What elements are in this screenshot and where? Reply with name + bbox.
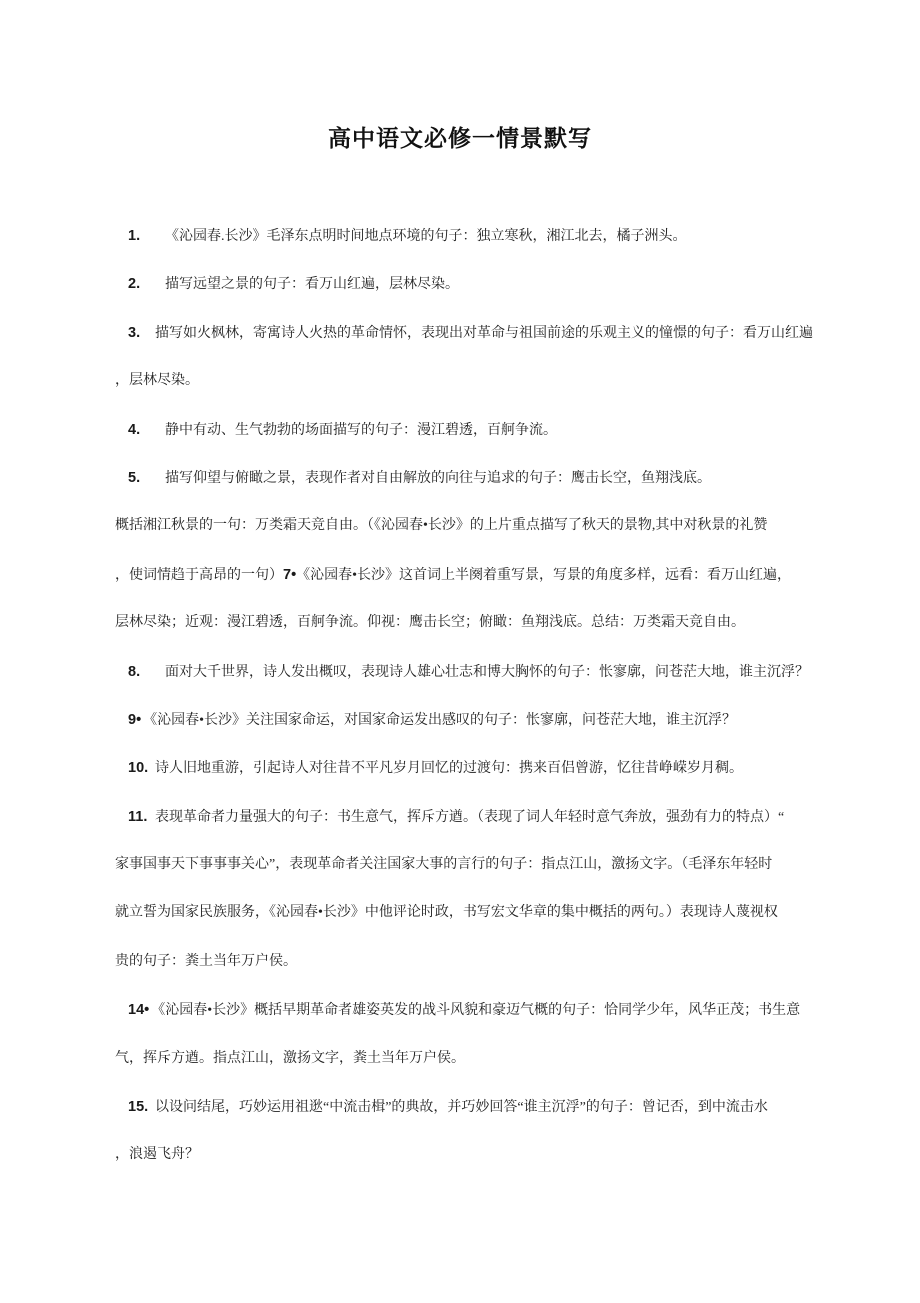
item-text: ，使词情趋于高昂的一句） bbox=[115, 567, 283, 583]
item-text: 诗人旧地重游，引起诗人对往昔不平凡岁月回忆的过渡句：携来百侣曾游，忆往昔峥嵘岁月稠。 bbox=[155, 761, 743, 777]
item-number: 4. bbox=[128, 421, 141, 438]
text-line bbox=[115, 309, 813, 357]
item-number: 3. bbox=[128, 324, 141, 341]
item-number: 2. bbox=[128, 276, 141, 293]
text-line: 概括湘江秋景的一句：万类霜天竞自由。（《沁园春•长沙》的上片重点描写了秋天的景物,其中对秋景的礼赞 bbox=[115, 518, 768, 534]
item-number: 14• bbox=[128, 1002, 150, 1019]
item-text: 《沁园春•长沙》这首词上半阕着重写景，写景的角度多样，远看：看万山红遍， bbox=[296, 567, 792, 583]
item-number: 1. bbox=[128, 228, 141, 244]
item-text: 描写远望之景的句子：看万山红遍，层林尽染。 bbox=[165, 277, 459, 293]
text-line bbox=[115, 260, 809, 308]
text-line bbox=[115, 744, 809, 792]
text-line: 气，挥斥方遒。指点江山，激扬文字，粪土当年万户侯。 bbox=[115, 1050, 465, 1066]
text-line bbox=[115, 1083, 809, 1131]
text-line bbox=[115, 793, 809, 841]
item-number: 5. bbox=[128, 469, 141, 486]
text-line: 贵的句子：粪土当年万户侯。 bbox=[115, 953, 297, 969]
item-9 bbox=[115, 696, 809, 744]
item-text: 静中有动、生气勃勃的场面描写的句子：漫江碧透，百舸争流。 bbox=[165, 422, 557, 438]
item-text: 表现革命者力量强大的句子：书生意气，挥斥方遒。（表现了词人年轻时意气奔放，强劲有力的特点）“ bbox=[155, 809, 785, 825]
item-11 bbox=[115, 793, 809, 987]
text-line bbox=[115, 648, 809, 696]
item-text: 描写如火枫林，寄寓诗人火热的革命情怀，表现出对革命与祖国前途的乐观主义的憧憬的句子：看万山红遍 bbox=[155, 325, 813, 341]
item-number: 11. bbox=[128, 808, 148, 825]
inline-item-number: 7• bbox=[283, 566, 297, 583]
text-line: 就立誓为国家民族服务，《沁园春•长沙》中他评论时政，书写宏文华章的集中概括的两句。）表现诗人蔑视权 bbox=[115, 905, 778, 921]
item-5 bbox=[115, 454, 809, 502]
item-3 bbox=[115, 309, 813, 406]
item-6-7-summary bbox=[115, 502, 809, 647]
text-line: ，层林尽染。 bbox=[115, 373, 199, 389]
text-line bbox=[115, 454, 809, 502]
text-line bbox=[115, 212, 809, 260]
item-15 bbox=[115, 1083, 809, 1180]
item-number: 9• bbox=[128, 711, 142, 728]
item-4 bbox=[115, 406, 809, 454]
item-text: 《沁园春•长沙》关注国家命运，对国家命运发出感叹的句子：怅寥廓，问苍茫大地，谁主沉浮？ bbox=[143, 712, 737, 728]
item-10 bbox=[115, 744, 809, 792]
item-number: 10. bbox=[128, 760, 149, 777]
item-text: 以设问结尾，巧妙运用祖逖“中流击楫”的典故，并巧妙回答“谁主沉浮”的句子：曾记否，到中流击水 bbox=[155, 1100, 768, 1116]
item-text: 描写仰望与俯瞰之景，表现作者对自由解放的向往与追求的句子：鹰击长空，鱼翔浅底。 bbox=[165, 470, 711, 486]
text-line bbox=[115, 406, 809, 454]
text-line bbox=[115, 551, 809, 599]
document-title: 高中语文必修一情景默写 bbox=[328, 125, 592, 151]
document-body bbox=[115, 212, 813, 1180]
item-1 bbox=[115, 212, 809, 260]
text-line bbox=[115, 986, 809, 1034]
text-line: 家事国事天下事事事关心”，表现革命者关注国家大事的言行的句子：指点江山，激扬文字。（毛泽东年轻时 bbox=[115, 857, 773, 873]
item-text: 《沁园春.长沙》毛泽东点明时间地点环境的句子：独立寒秋，湘江北去，橘子洲头。 bbox=[165, 229, 687, 244]
text-line bbox=[115, 696, 809, 744]
text-line: 层林尽染；近观：漫江碧透，百舸争流。仰视：鹰击长空；俯瞰：鱼翔浅底。总结：万类霜天竞自由。 bbox=[115, 615, 745, 631]
text-line: ，浪遏飞舟？ bbox=[115, 1147, 199, 1163]
item-text: 面对大千世界，诗人发出概叹，表现诗人雄心壮志和博大胸怀的句子：怅寥廓，问苍茫大地，谁主沉浮？ bbox=[165, 664, 809, 680]
item-number: 8. bbox=[128, 663, 141, 680]
item-2 bbox=[115, 260, 809, 308]
item-number: 15. bbox=[128, 1099, 149, 1116]
item-8 bbox=[115, 648, 809, 696]
item-14 bbox=[115, 986, 809, 1083]
item-text: 《沁园春•长沙》概括早期革命者雄姿英发的战斗风貌和豪迈气概的句子：恰同学少年，风华正茂；书生意 bbox=[151, 1003, 801, 1019]
